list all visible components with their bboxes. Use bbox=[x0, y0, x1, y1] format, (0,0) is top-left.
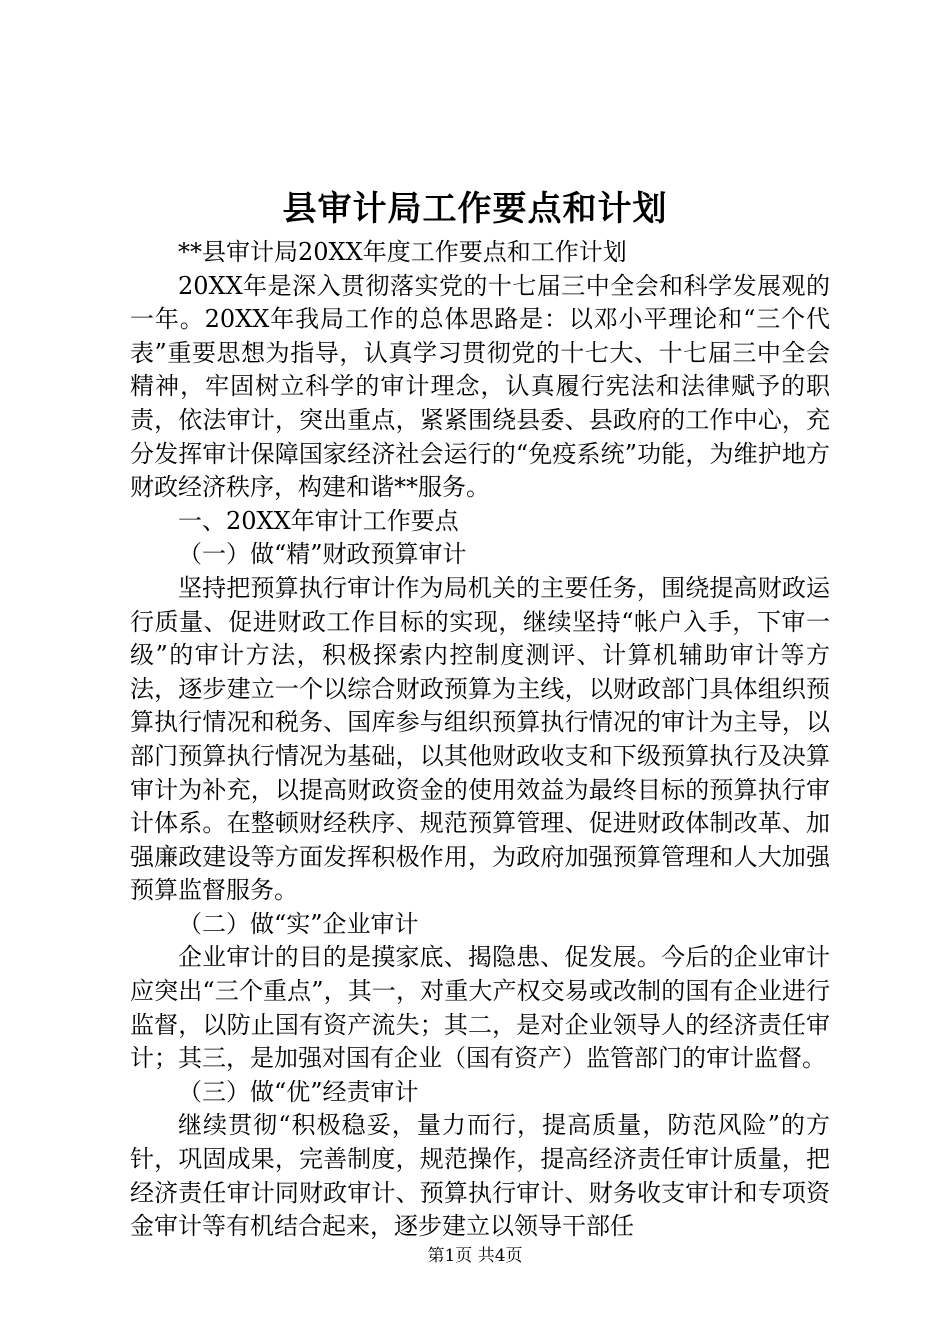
subsection-heading-3: （三）做“优”经责审计 bbox=[178, 1077, 419, 1106]
subsection-paragraph-3: 继续贯彻“积极稳妥，量力而行，提高质量，防范风险”的方针，巩固成果，完善制度，规范操作，提高经济责任审计质量，把经济责任审计同财政审计、预算执行审计、财务收支审计和专项资金审计等有机结合起来，逐步建立以领导干部任 bbox=[130, 1111, 830, 1241]
section-heading-1: 一、20XX年审计工作要点 bbox=[178, 506, 459, 535]
page-number-footer: 第1页 共4页 bbox=[427, 1246, 523, 1266]
subsection-heading-1: （一）做“精”财政预算审计 bbox=[178, 540, 467, 569]
subsection-paragraph-2: 企业审计的目的是摸家底、揭隐患、促发展。今后的企业审计应突出“三个重点”，其一，对重大产权交易或改制的国有企业进行监督，以防止国有资产流失；其二，是对企业领导人的经济责任审计；其三，是加强对国有企业（国有资产）监管部门的审计监督。 bbox=[130, 943, 830, 1073]
subsection-paragraph-1: 坚持把预算执行审计作为局机关的主要任务，围绕提高财政运行质量、促进财政工作目标的实现，继续坚持“帐户入手，下审一级”的审计方法，积极探索内控制度测评、计算机辅助审计等方法，逐步建立一个以综合财政预算为主线，以财政部门具体组织预算执行情况和税务、国库参与组织预算执行情况的审计为主导，以部门预算执行情况为基础，以其他财政收支和下级预算执行及决算审计为补充，以提高财政资金的使用效益为最终目标的预算执行审计体系。在整顿财经秩序、规范预算管理、促进财政体制改革、加强廉政建设等方面发挥积极作用，为政府加强预算管理和人大加强预算监督服务。 bbox=[130, 573, 830, 905]
subsection-heading-2: （二）做“实”企业审计 bbox=[178, 909, 419, 938]
intro-paragraph: 20XX年是深入贯彻落实党的十七届三中全会和科学发展观的一年。20XX年我局工作的总体思路是：以邓小平理论和“三个代表”重要思想为指导，认真学习贯彻党的十七大、十七届三中全会精神，牢固树立科学的审计理念，认真履行宪法和法律赋予的职责，依法审计，突出重点，紧紧围绕县委、县政府的工作中心，充分发挥审计保障国家经济社会运行的“免疫系统”功能，为维护地方财政经济秩序，构建和谐**服务。 bbox=[130, 271, 830, 502]
document-body bbox=[130, 236, 830, 1244]
document-title: 县审计局工作要点和计划 bbox=[282, 189, 668, 229]
subtitle-paragraph: **县审计局20XX年度工作要点和工作计划 bbox=[178, 238, 627, 266]
